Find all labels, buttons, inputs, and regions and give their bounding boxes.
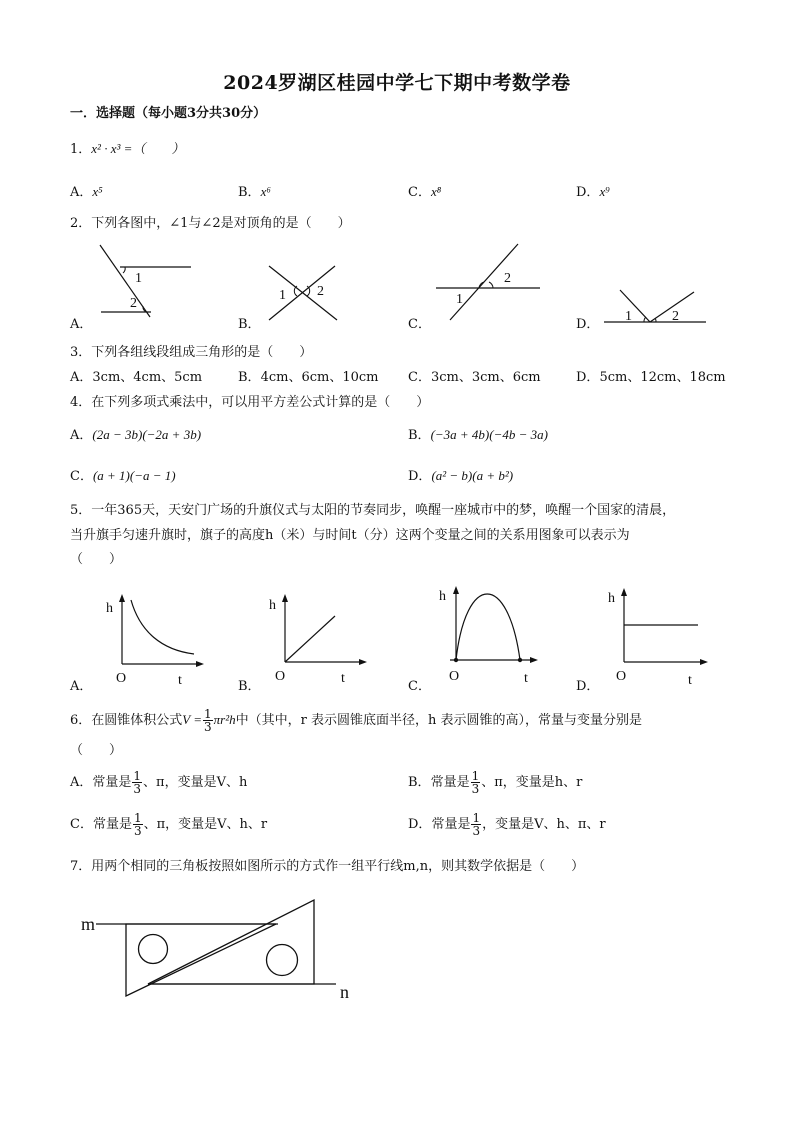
q4-option-d[interactable]: D．(a² − b)(a + b²) <box>408 468 514 484</box>
q2-stem: 2．下列各图中，∠1与∠2是对顶角的是（ ） <box>70 216 351 231</box>
q2-option-b[interactable]: B． <box>238 317 261 332</box>
q3-option-b[interactable]: B．4cm、6cm、10cm <box>238 370 379 385</box>
q2-option-d[interactable]: D． <box>576 317 600 332</box>
q2-figure-b <box>265 262 345 324</box>
q5-option-a[interactable]: A． <box>70 679 93 694</box>
q3-option-d[interactable]: D．5cm、12cm、18cm <box>576 370 726 385</box>
axis-h-label: h <box>269 598 276 613</box>
axis-t-label: t <box>341 671 345 686</box>
q5-option-b[interactable]: B． <box>238 679 261 694</box>
page-title: 2024罗湖区桂园中学七下期中考数学卷 <box>223 72 571 94</box>
q5-graph-c <box>436 584 548 688</box>
q6-option-b[interactable]: B．常量是 $\frac{1}{3}$ 、π，变量是h、r <box>408 769 583 796</box>
q1-option-d[interactable]: D．x⁹ <box>576 184 610 200</box>
q5-stem-line1: 5．一年365天，天安门广场的升旗仪式与太阳的节奏同步，唤醒一座城市中的梦，唤醒一个国家的清晨， <box>70 503 676 518</box>
q1-option-c[interactable]: C．x⁸ <box>408 184 442 200</box>
angle-1-label: 1 <box>625 309 632 324</box>
angle-1-label: 1 <box>456 292 463 307</box>
axis-t-label: t <box>178 673 182 688</box>
angle-2-label: 2 <box>130 296 137 311</box>
q5-graph-b <box>265 592 375 688</box>
line-m-label: m <box>81 914 96 934</box>
angle-2-label: 2 <box>672 309 679 324</box>
q2-option-a[interactable]: A． <box>70 317 93 332</box>
q5-graph-a <box>102 592 212 688</box>
origin-label: O <box>116 671 127 686</box>
q6-paren: （ ） <box>70 743 123 758</box>
q3-stem: 3．下列各组线段组成三角形的是（ ） <box>70 345 313 360</box>
q1-option-b[interactable]: B．x⁶ <box>238 184 271 200</box>
q2-option-c[interactable]: C． <box>408 317 431 332</box>
q5-stem-line2: 当升旗手匀速升旗时，旗子的高度h（米）与时间t（分）这两个变量之间的关系用图象可以表示为 <box>70 528 630 543</box>
q1-expression: x² · x³ =（ ） <box>91 141 185 156</box>
axis-h-label: h <box>439 589 446 604</box>
q7-stem: 7．用两个相同的三角板按照如图所示的方式作一组平行线m,n，则其数学依据是（ ） <box>70 859 585 874</box>
axis-t-label: t <box>688 673 692 688</box>
q4-option-b[interactable]: B．(−3a + 4b)(−4b − 3a) <box>408 427 548 443</box>
q4-option-a[interactable]: A．(2a − 3b)(−2a + 3b) <box>70 427 202 443</box>
q6-formula-lhs: V = <box>182 712 203 727</box>
axis-h-label: h <box>106 601 113 616</box>
q3-option-a[interactable]: A．3cm、4cm、5cm <box>70 370 203 385</box>
line-n-label: n <box>340 982 349 1002</box>
axis-t-label: t <box>524 671 528 686</box>
origin-label: O <box>449 669 460 684</box>
angle-1-label: 1 <box>135 271 142 286</box>
q5-option-d[interactable]: D． <box>576 679 600 694</box>
q1-stem <box>70 140 184 159</box>
section-heading: 一．选择题（每小题3分共30分） <box>70 106 267 121</box>
q5-graph-d <box>604 586 716 688</box>
q4-stem: 4．在下列多项式乘法中，可以用平方差公式计算的是（ ） <box>70 395 430 410</box>
q6-option-d[interactable]: D．常量是 $\frac{1}{3}$ ，变量是V、h、π、r <box>408 811 606 838</box>
angle-2-label: 2 <box>504 271 511 286</box>
origin-label: O <box>275 669 286 684</box>
q2-figure-d <box>600 286 710 326</box>
q6-formula-rhs: πr²h <box>213 712 236 727</box>
origin-label: O <box>616 669 627 684</box>
axis-h-label: h <box>608 591 615 606</box>
q1-option-a[interactable]: A．x⁵ <box>70 184 103 200</box>
q3-option-c[interactable]: C．3cm、3cm、6cm <box>408 370 541 385</box>
q1-number: 1． <box>70 142 92 157</box>
q6-fraction: $\frac{1}{3}$ <box>204 707 212 734</box>
q2-figure-c <box>432 240 544 324</box>
q6-option-a[interactable]: A．常量是 $\frac{1}{3}$ 、π，变量是V、h <box>70 769 248 796</box>
angle-2-label: 2 <box>317 284 324 299</box>
q4-option-c[interactable]: C．(a + 1)(−a − 1) <box>70 468 176 484</box>
q6-option-c[interactable]: C．常量是 $\frac{1}{3}$ 、π，变量是V、h、r <box>70 811 268 838</box>
angle-1-label: 1 <box>279 288 286 303</box>
q5-stem-line3: （ ） <box>70 552 123 567</box>
q7-triangle-figure <box>78 896 368 1008</box>
q2-figure-a <box>95 240 205 320</box>
q6-stem: 6．在圆锥体积公式V = $\frac{1}{3}$ πr²h中（其中，r 表示圆锥底面半径，h 表示圆锥的高），常量与变量分别是 <box>70 707 642 734</box>
q5-option-c[interactable]: C． <box>408 679 431 694</box>
